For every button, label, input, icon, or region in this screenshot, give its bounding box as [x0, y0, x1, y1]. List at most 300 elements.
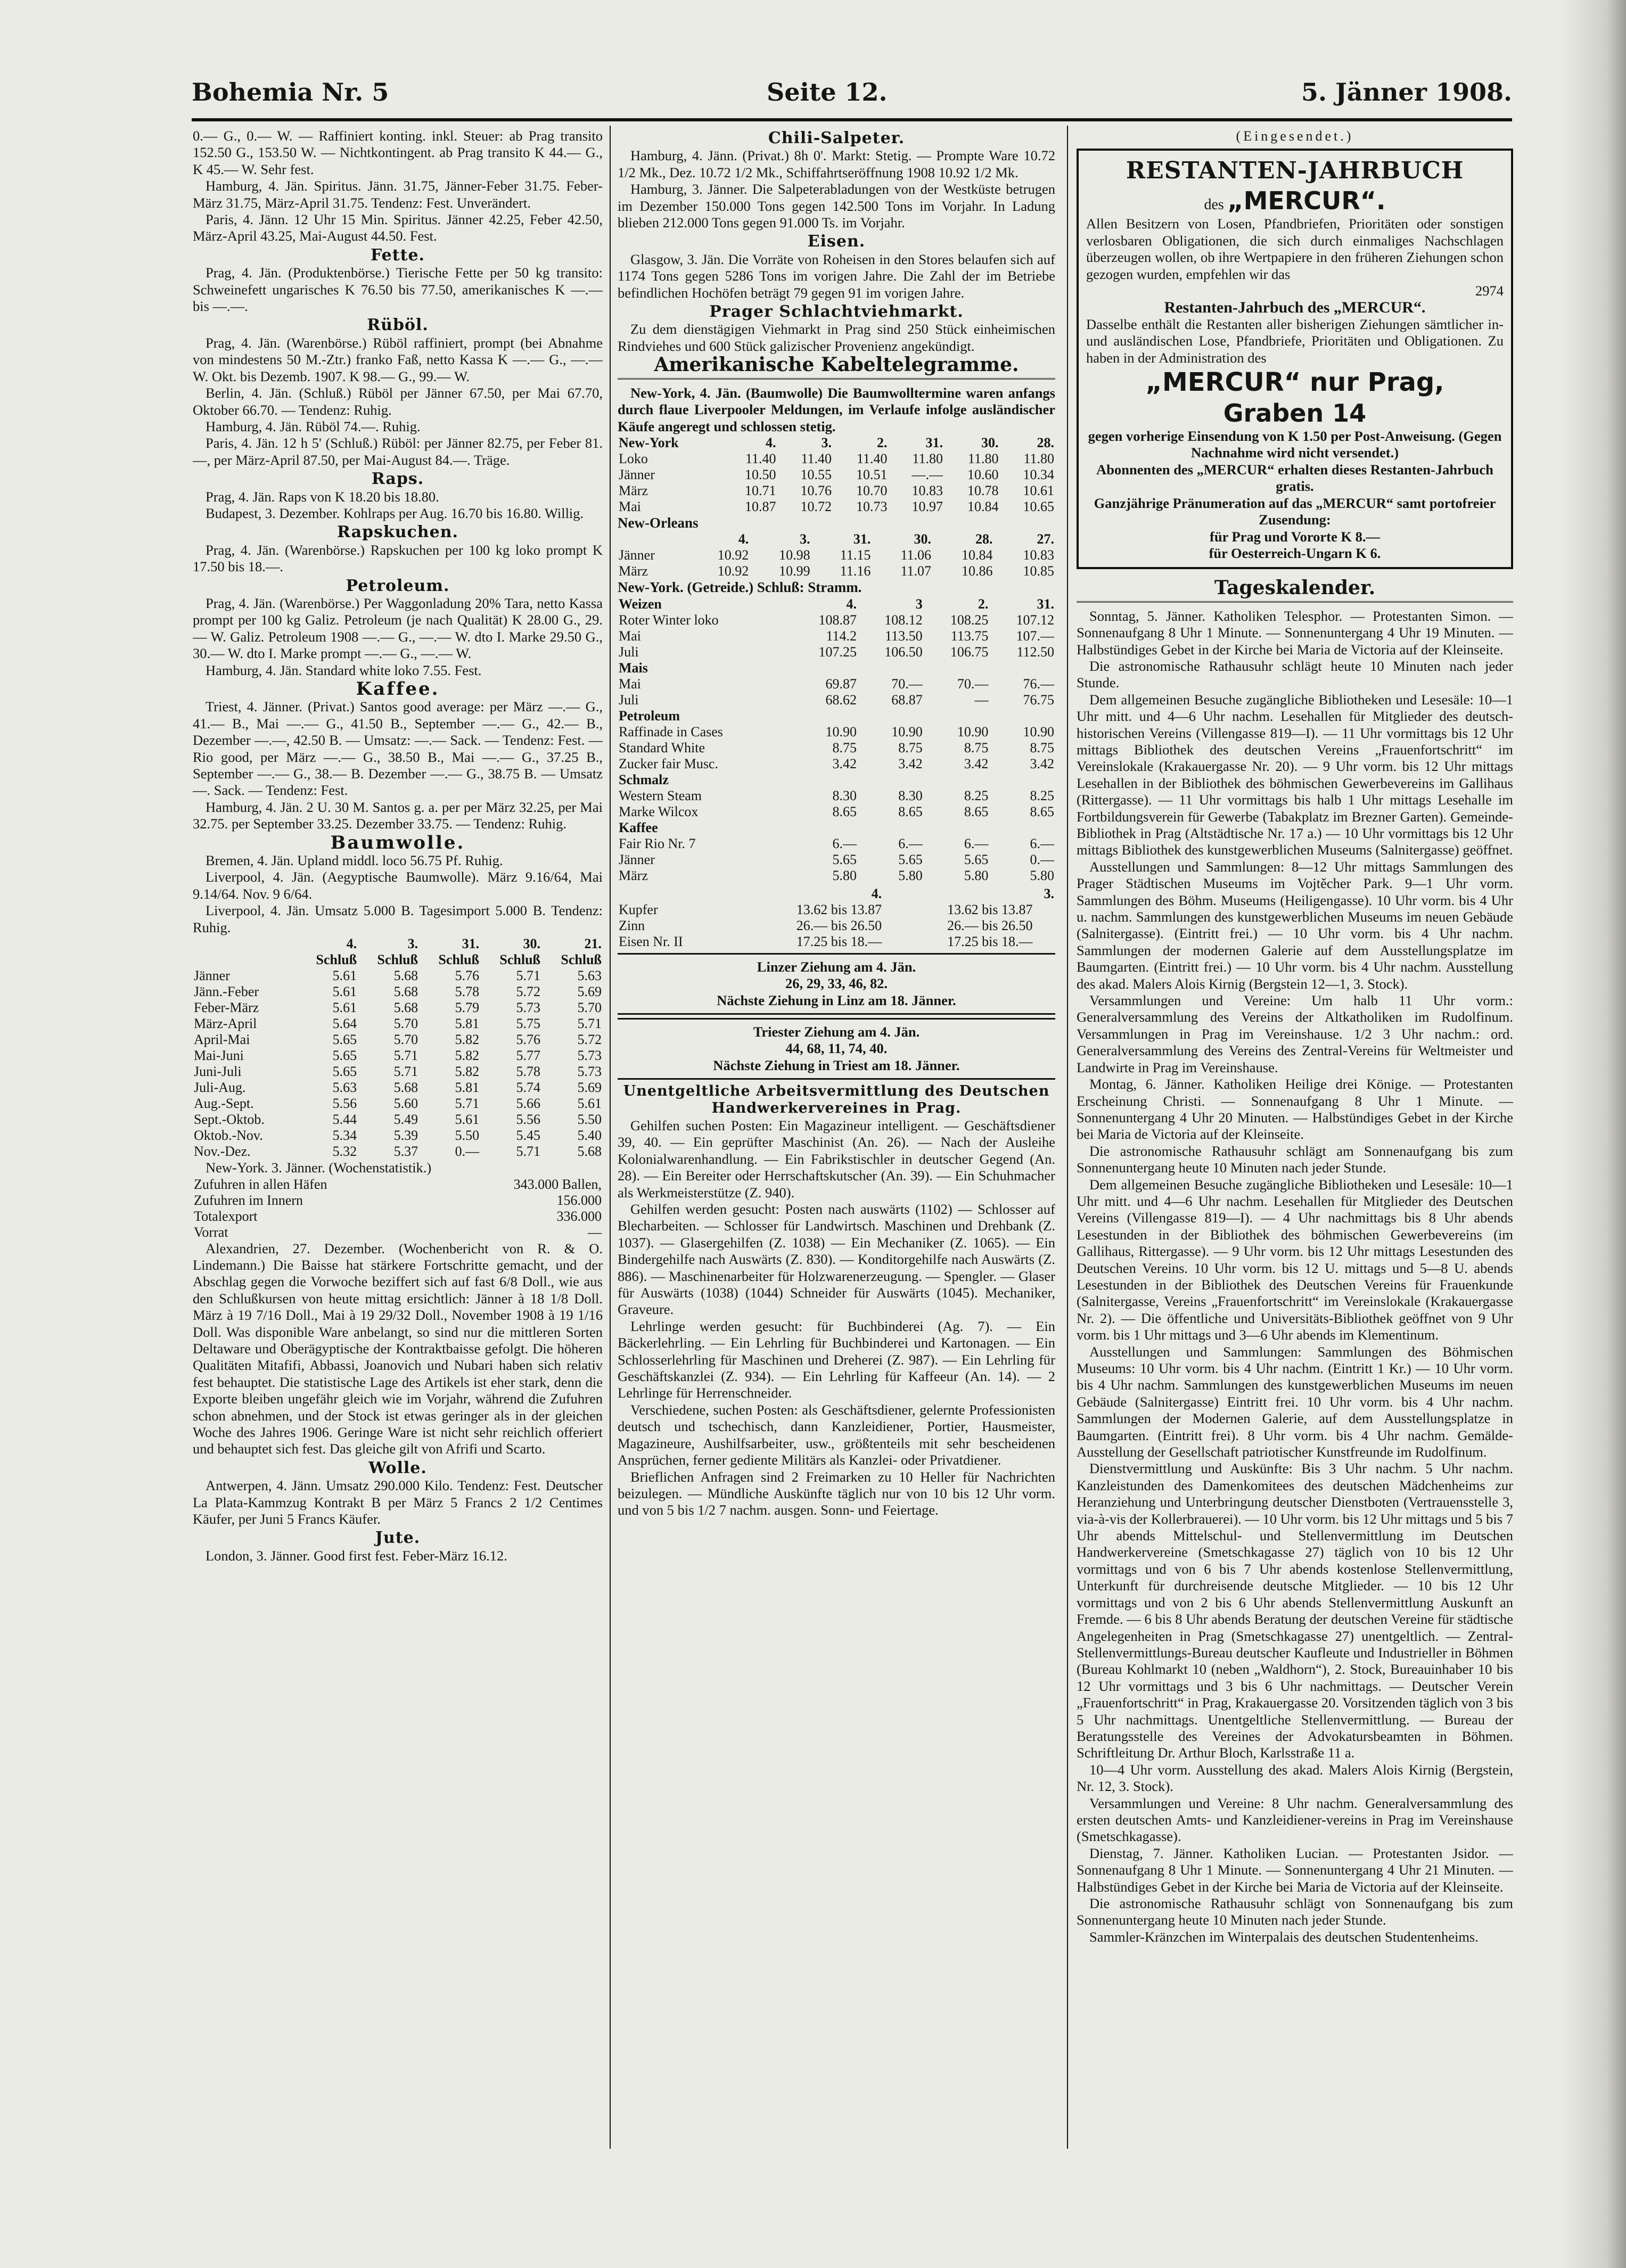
column-rule-2 — [1067, 126, 1068, 2149]
table-header-cell: Weizen — [619, 596, 662, 612]
paragraph: Hamburg, 4. Jän. Spiritus. Jänn. 31.75, Jänner-Feber 31.75. Feber-März 31.75, März-April 31.75. Tendenz: Fest. Unverändert. — [193, 178, 603, 211]
ad-title: RESTANTEN-JAHRBUCH — [1126, 157, 1464, 185]
table-cell: Kupfer — [619, 901, 658, 917]
table-header-cell: 2. — [876, 434, 888, 450]
column-cables — [618, 128, 1055, 2167]
table-cell: 113.50 — [885, 628, 923, 644]
table-cell: März-April — [194, 1016, 257, 1032]
table-cell: März — [619, 482, 648, 498]
paragraph: Dem allgemeinen Besuche zugängliche Bibliotheken und Lesesäle: 10—1 Uhr mitt. und 4—6 Uhr nachm. Lesehallen für Mitglieder des Deutschen Vereins (Villengasse 819—I). — 4 Uhr nachmittags bis 8 Uhr abends Lesestunden in der Bibliothek des böhmischen Gewerbevereins (im Gallihaus, Rittergasse). — 9 Uhr vorm. bis 12 Uhr mittags Lesestunden des Deutschen Vereins. 10 Uhr vorm. bis 12 U. mittags und 5—8 U. abends Lesestunden in der Bibliothek des Deutschen Vereins für Frauenkunde (Salnitergasse, Vereins „Frauenfortschritt“ im Vereinslokale (Krakauergasse Nr. 2). — Die öffentliche und Universitäts-Bibliothek geöffnet von 9 Uhr vorm. bis 1 Uhr mittags und 3—6 Uhr abends im Klementinum. — [1077, 1176, 1513, 1343]
table-cell: 10.76 — [800, 482, 832, 498]
table-cell: 5.80 — [832, 867, 857, 883]
table-header-cell: 28. — [1037, 434, 1054, 450]
table-cell: 3.42 — [964, 755, 989, 771]
table-cell: 5.68 — [577, 1144, 602, 1160]
table-row — [193, 1016, 603, 1032]
paragraph: Sammler-Kränzchen im Winterpalais des deutschen Studentenheims. — [1089, 1928, 1479, 1945]
ny-statistics-table — [193, 1177, 603, 1240]
paragraph: Liverpool, 4. Jän. Umsatz 5.000 B. Tagesimport 5.000 B. Tendenz: Ruhig. — [193, 902, 603, 935]
table-row — [618, 612, 1055, 628]
table-cell: 10.87 — [745, 498, 776, 514]
table-cell: 11.40 — [856, 450, 888, 466]
table-cell: 10.55 — [800, 466, 832, 482]
table-cell: 5.82 — [455, 1032, 480, 1048]
table-cell: 5.71 — [393, 1048, 418, 1064]
section-heading: Wolle. — [368, 1458, 427, 1477]
table-cell: Aug.-Sept. — [194, 1096, 254, 1112]
table-cell: 8.30 — [898, 787, 923, 803]
table-cell: 70.— — [957, 676, 989, 692]
table-header-cell: 3. — [800, 531, 810, 547]
table-cell: 10.34 — [1023, 466, 1054, 482]
section-heading: Rapskuchen. — [337, 523, 458, 542]
ny-grain-table — [618, 596, 1055, 884]
table-cell: 5.61 — [455, 1112, 480, 1128]
table-cell: 5.50 — [455, 1128, 480, 1144]
table-header-cell: 4. — [738, 531, 749, 547]
paragraph: Berlin, 4. Jän. (Schluß.) Rüböl per Jänner 67.50, per Mai 67.70, Oktober 66.70. — Tendenz: Ruhig. — [193, 385, 603, 418]
paragraph: Lehrlinge werden gesucht: für Buchbinderei (Ag. 7). — Ein Bäckerlehrling. — Ein Lehrling für Buchbinderei und Kartonagen. — Ein Schlosserlehrling für Maschinen und Dreherei (Z. 987). — Ein Lehrling für Geschäftskanzlei (Z. 934). — Ein Lehrling für Kaffeeur (An. 14). — 2 Lehrlinge für Herrenschneider. — [618, 1318, 1055, 1401]
paragraph: Die astronomische Rathausuhr schlägt heute 10 Minuten nach jeder Stunde. — [1077, 658, 1513, 691]
paragraph: Sonntag, 5. Jänner. Katholiken Telesphor. — Protestanten Simon. — Sonnenaufgang 8 Uhr 1 Minute. — Sonnenuntergang 4 Uhr 19 Minuten. — Halbstündiges Gebet in der Kirche bei Maria de Victoria auf der Kleinseite. — [1077, 607, 1513, 658]
table-row — [193, 968, 603, 984]
table-cell: 10.83 — [1023, 547, 1054, 563]
paragraph: Liverpool, 4. Jän. (Aegyptische Baumwolle). März 9.16/64, Mai 9.14/64. Nov. 9 6/64. — [193, 869, 603, 902]
paragraph: Glasgow, 3. Jän. Die Vorräte von Roheisen in den Stores belaufen sich auf 1174 Tons gegen 5286 Tons im vorigen Jahre. Die Zahl der im Betriebe befindlichen Hochöfen beträgt 79 gegen 91 im vorigen Jahre. — [618, 251, 1055, 301]
table-section-label: Petroleum — [619, 708, 680, 724]
table-row — [618, 483, 1055, 499]
table-cell: Mai — [619, 498, 641, 514]
table-row — [618, 852, 1055, 868]
table-cell: 68.62 — [825, 692, 857, 708]
ny-metals-table — [618, 886, 1055, 950]
table-cell: 5.71 — [455, 1096, 480, 1112]
table-cell: 17.25 bis 18.— — [796, 933, 882, 949]
table-cell: 10.60 — [967, 466, 999, 482]
table-cell: 5.74 — [516, 1080, 541, 1096]
lottery-title: Linzer Ziehung am 4. Jän. — [757, 958, 916, 975]
table-cell: 114.2 — [826, 628, 857, 644]
table-cell: 10.90 — [1023, 724, 1054, 739]
table-header-cell: Schluß — [377, 952, 418, 968]
paragraph: Prag, 4. Jän. (Warenbörse.) Rapskuchen per 100 kg loko prompt K 17.50 bis 18.—. — [193, 541, 603, 575]
paragraph: Hamburg, 4. Jän. Standard white loko 7.55. Fest. — [206, 662, 482, 678]
ad-mercur-prag: „MERCUR“ nur Prag, — [1145, 367, 1444, 398]
cotton-price-table — [193, 936, 603, 1160]
page-number: Seite 12. — [767, 78, 888, 106]
table-cell: 5.61 — [332, 984, 357, 1000]
table-cell: 8.65 — [964, 803, 989, 819]
table-cell: 76.75 — [1023, 692, 1054, 708]
table-section-row — [618, 820, 1055, 836]
table-row — [193, 1096, 603, 1112]
lottery-numbers: 44, 68, 11, 74, 40. — [785, 1040, 888, 1057]
table-cell: 69.87 — [825, 676, 857, 692]
paragraph: 0.— G., 0.— W. — Raffiniert konting. inkl. Steuer: ab Prag transito 152.50 G., 153.50 W. — Nichtkontingent. ab Prag transito K 44.— G., K 45.— W. Sehr fest. — [193, 128, 603, 177]
table-cell: 5.49 — [393, 1112, 418, 1128]
table-cell: 5.65 — [832, 851, 857, 867]
section-heading: Unentgeltliche Arbeitsvermittlung des Deutschen Handwerkervereines in Prag. — [623, 1083, 1050, 1116]
table-cell: 11.15 — [840, 547, 871, 563]
table-cell: 10.61 — [1023, 482, 1054, 498]
table-cell: 3.42 — [832, 755, 857, 771]
table-cell: Roter Winter loko — [619, 612, 719, 628]
ad-subtitle: Restanten-Jahrbuch des „MERCUR“. — [1164, 299, 1426, 317]
table-header-cell: 4. — [346, 936, 357, 952]
paragraph: Gehilfen suchen Posten: Ein Magazineur intelligent. — Geschäftsdiener 39, 40. — Ein geprüfter Maschinist (An. 26). — Nach der Ausleihe Kolonialwarenhandlung. — Ein Fabrikstischler in deutscher Gegend (An. 28). — Ein Bereiter oder Herrschaftskutscher (An. 39). — Ein Schuhmacher als Werkmeisterstütze (Z. 940). — [618, 1117, 1055, 1201]
table-cell: 5.72 — [516, 984, 541, 1000]
table-cell: 6.— — [832, 835, 857, 851]
paragraph: New-York, 4. Jän. (Baumwolle) Die Baumwolltermine waren anfangs durch flaue Liverpooler Meldungen, im Verlaufe infolge ausländischer Käufe angeregt und schlossen stetig. — [618, 384, 1055, 434]
table-row — [193, 1080, 603, 1096]
table-row — [618, 918, 1055, 934]
table-cell: 11.80 — [912, 450, 943, 466]
table-header-cell: 31. — [853, 531, 871, 547]
page-header — [192, 73, 1512, 116]
table-cell: 107.25 — [818, 644, 857, 660]
table-cell: 26.— bis 26.50 — [796, 917, 882, 933]
table-cell: 10.97 — [911, 498, 943, 514]
table-cell: 5.82 — [455, 1064, 480, 1080]
table-header-cell — [193, 936, 297, 952]
paragraph: New-York. 3. Jänner. (Wochenstatistik.) — [206, 1160, 432, 1176]
table-cell: 8.75 — [898, 739, 923, 755]
table-cell: 10.90 — [957, 724, 989, 739]
lottery-next: Nächste Ziehung in Triest am 18. Jänner. — [713, 1057, 960, 1073]
table-cell: Juli — [619, 692, 639, 708]
table-header-cell: 28. — [975, 531, 993, 547]
table-section-row — [618, 660, 1055, 676]
table-row — [618, 499, 1055, 515]
ny-cotton-table — [618, 435, 1055, 515]
table-cell: 11.80 — [967, 450, 999, 466]
table-cell: Raffinade in Cases — [619, 724, 723, 739]
table-row — [618, 563, 1055, 579]
table-cell: 17.25 bis 18.— — [947, 933, 1033, 949]
table-cell: — — [974, 692, 989, 708]
table-cell: Oktob.-Nov. — [194, 1128, 263, 1144]
paragraph: Alexandrien, 27. Dezember. (Wochenbericht von R. & O. Lindemann.) Die Baisse hat stärkere Fortschritte gemacht, und der Abschlag gegen die Vorwoche beziffert sich auf fast 6/8 Doll., wie aus den Schlußkursen von heute mittag ersichtlich: Jänner à 18 1/8 Doll. März à 19 7/16 Doll., Mai à 19 29/32 Doll., November 1908 à 19 1/16 Doll. Was disponible Ware anbelangt, so sind nur die mittleren Sorten Deltaware und Oberägyptische der Kontraktbaisse gefolgt. Die höheren Qualitäten Mitafifi, Abbassi, Joanovich und Nubari haben sich relativ fest behauptet. Die statistische Lage des Artikels ist eher stark, denn die Exporte bleiben ungefähr gleich wie im Vorjahr, während die Zufuhren schon abnehmen, und der Stock ist etwas geringer als in der gleichen Woche des Jahres 1906. Geringe Ware ist nicht sehr reichlich offeriert und behauptet sich fest. Das gleiche gilt von Afrifi und Scarto. — [193, 1240, 603, 1457]
table-cell: Juni-Juli — [194, 1064, 242, 1080]
table-header-cell: 27. — [1037, 531, 1054, 547]
submitted-note: (Eingesendet.) — [1236, 128, 1354, 144]
table-cell: 0.— — [1030, 851, 1054, 867]
table-cell: 10.90 — [825, 724, 857, 739]
table-row — [618, 467, 1055, 483]
section-heading: Jute. — [375, 1529, 421, 1548]
paragraph: Dem allgemeinen Besuche zugängliche Bibliotheken und Lesesäle: 10—1 Uhr mitt. und 4—6 Uhr nachm. Lesehallen für Mitglieder des deutsch-historischen Vereins (Villengasse 819—I). — 11 Uhr vormittags bis 12 Uhr mittags Bibliothek des deutschen Vereins „Frauenfortschritt“ im Vereinslokale (Krakauergasse Nr. 20). — 9 Uhr vorm. bis 12 Uhr mittags Lesehallen in der Bibliothek des böhmischen Gewerbevereins im Gallihaus (Rittergasse). — 11 Uhr vormittags bis halb 1 Uhr mittags Lesehalle im Fortbildungsverein für Gewerbe (Tabakplatz im Brezner Garten). Gemeinde-Bibliothek in Prag (Altstädtische Nr. 17 a.) — 10 Uhr vormittags bis 12 Uhr mittags Bibliothek des kunstgewerblichen Museums (Salnitergasse) geöffnet. — [1077, 691, 1513, 858]
section-heading: Raps. — [371, 470, 424, 489]
table-cell: Zinn — [619, 917, 645, 933]
table-cell: 5.39 — [393, 1128, 418, 1144]
table-cell: Western Steam — [619, 787, 702, 803]
table-row — [193, 1064, 603, 1080]
table-row — [618, 934, 1055, 950]
table-cell: Juli-Aug. — [194, 1080, 246, 1096]
table-cell: April-Mai — [194, 1032, 250, 1048]
table-cell: 5.72 — [577, 1032, 602, 1048]
table-row — [618, 740, 1055, 756]
issue-date: 5. Jänner 1908. — [1301, 78, 1512, 106]
mercur-advertisement — [1077, 149, 1513, 569]
table-cell: 8.75 — [1030, 739, 1054, 755]
table-cell: 8.65 — [832, 803, 857, 819]
table-cell: 112.50 — [1016, 644, 1054, 660]
table-cell: 5.80 — [1030, 867, 1054, 883]
table-cell: 10.78 — [967, 482, 999, 498]
ad-text: Ganzjährige Pränumeration auf das „MERCUR“ samt portofreier Zusendung: — [1094, 495, 1496, 528]
table-cell: 5.68 — [393, 984, 418, 1000]
table-cell: 70.— — [891, 676, 923, 692]
table-cell: 5.71 — [516, 968, 541, 984]
section-heading: Amerikanische Kabeltelegramme. — [618, 357, 1055, 379]
paragraph: Hamburg, 3. Jänner. Die Salpeterabladungen von der Westküste betrugen im Dezember 150.000 Tons gegen 142.500 Tons im Vorjahr. In Ladung blieben 212.000 Tons gegen 91.000 Ts. im Vorjahr. — [618, 181, 1055, 231]
table-cell: 5.45 — [516, 1128, 541, 1144]
table-cell: Totalexport — [194, 1208, 258, 1224]
section-heading: Rüböl. — [367, 316, 429, 335]
paragraph: Verschiedene, suchen Posten: als Geschäftsdiener, gelernte Professionisten deutsch und tschechisch, dann Kanzleidiener, Portier, Hausmeister, Magazineure, Aushilfsarbeiter, usw., größtenteils mit sehr bescheidenen Ansprüchen, ferner gediente Militärs als Kanzlei- oder Privatdiener. — [618, 1401, 1055, 1468]
paragraph: Zu dem dienstägigen Viehmarkt in Prag sind 250 Stück einheimischen Rindviehes und 600 Stück galizischer Provenienz angekündigt. — [618, 321, 1055, 354]
table-row — [193, 1209, 603, 1225]
paragraph: Hamburg, 4. Jän. Rüböl 74.—. Ruhig. — [206, 418, 421, 434]
table-cell: Eisen Nr. II — [619, 933, 683, 949]
paragraph: Prag, 4. Jän. Raps von K 18.20 bis 18.80. — [206, 488, 439, 505]
table-cell: 5.69 — [577, 984, 602, 1000]
paragraph: Dienstvermittlung und Auskünfte: Bis 3 Uhr nachm. 5 Uhr nachm. Kanzleistunden des Damenkomitees des deutschen Mädchenheims zur Heranziehung und Unterbringung deutscher Dienstboten (Vertrauensstelle 3, via-à-vis der Kollerbrauerei). — 10 Uhr vorm. bis 12 Uhr mittags und 5 bis 7 Uhr abends Mittelschul- und Stellenvermittlung im Deutschen Handwerkervereine (Smetschkagasse 27) täglich von 10 bis 12 Uhr vormittags und von 6 bis 7 Uhr abends kostenlose Stellenvermittlung, Unterkunft für durchreisende deutsche Mitglieder. — 10 bis 12 Uhr vormittags und von 2 bis 6 Uhr abends Stellenvermittlung Auskunft an Fremde. — 6 bis 8 Uhr abends Beratung der deutschen Vereine für städtische Angelegenheiten in Prag (Smetschkagasse 27) unentgeltlich. — Zentral-Stellenvermittlungs-Bureau deutscher Kaufleute und Industrieller in Böhmen (Bureau Kohlmarkt 10 (neben „Waldhorn“), 2. Stock, Bureauinhaber 10 bis 12 Uhr vormittags und 3 bis 6 Uhr nachmittags. — Deutscher Verein „Frauenfortschritt“ in Prag, Krakauergasse 20. Vorsitzenden täglich von 3 bis 5 Uhr nachmittags. Unentgeltliche Stellenvermittlung. — Bureau der Beratungsstelle des Vereines der Advokatursbeamten in Böhmen. Schriftleitung Dr. Arthur Bloch, Karlsstraße 11 a. — [1077, 1460, 1513, 1761]
paragraph: Die astronomische Rathausuhr schlägt von Sonnenaufgang bis zum Sonnenuntergang heute 10 Minuten nach jeder Stunde. — [1077, 1895, 1513, 1928]
page-edge-shadow — [1562, 0, 1626, 2268]
lottery-numbers: 26, 29, 33, 46, 82. — [785, 975, 888, 992]
table-cell: 5.56 — [332, 1096, 357, 1112]
table-row — [193, 1048, 603, 1064]
table-row — [193, 1112, 603, 1128]
table-cell: 106.50 — [884, 644, 923, 660]
section-heading: Fette. — [371, 245, 425, 265]
table-cell: 5.50 — [577, 1112, 602, 1128]
paragraph: Paris, 4. Jänn. 12 Uhr 15 Min. Spiritus. Jänner 42.25, Feber 42.50, März-April 43.25, Mai-August 44.50. Fest. — [193, 211, 603, 244]
paragraph: Triest, 4. Jänner. (Privat.) Santos good average: per März —.— G., 41.— B., Mai —.— G., 41.50 B., September —.— G., 42.— B., Dezember —.—, 42.50 B. — Umsatz: —.— Sack. — Tendenz: Fest. — Rio good, per März —.— G., 38.50 B., Mai —.— G., 37.25 B., September —.— G., 38.— B. Dezember —.— G., 38.75 B. — Umsatz —. Sack. — Tendenz: Fest. — [193, 699, 603, 799]
table-header-cell: 3 — [915, 596, 923, 612]
column-rule-1 — [610, 126, 611, 2149]
table-header-cell: 2. — [978, 596, 989, 612]
table-cell: 107.12 — [1016, 612, 1054, 628]
paragraph: Antwerpen, 4. Jänn. Umsatz 290.000 Kilo. Tendenz: Fest. Deutscher La Plata-Kammzug Kontrakt B per März 5 Francs 2 1/2 Centimes Käufer, per Juni 5 Francs Käufer. — [193, 1477, 603, 1527]
table-cell: 5.80 — [898, 867, 923, 883]
table-cell: 10.83 — [911, 482, 943, 498]
table-header-cell: New-York — [619, 434, 679, 450]
table-row — [618, 628, 1055, 644]
column-markets — [193, 128, 603, 2167]
table-cell: 11.40 — [745, 450, 776, 466]
section-heading: Kaffee. — [356, 678, 440, 700]
table-cell: 68.87 — [891, 692, 923, 708]
paragraph: Dienstag, 7. Jänner. Katholiken Lucian. — Protestanten Jsidor. — Sonnenaufgang 8 Uhr 1 Minute. — Sonnenuntergang 4 Uhr 21 Minuten. — Halbstündiges Gebet in der Kirche bei Maria de Victoria auf der Kleinseite. — [1077, 1845, 1513, 1895]
table-cell: 5.73 — [577, 1048, 602, 1064]
table-cell: Jänn.-Feber — [194, 984, 259, 1000]
table-row — [618, 644, 1055, 660]
table-cell: 6.— — [964, 835, 989, 851]
table-cell: 10.72 — [800, 498, 832, 514]
table-row — [193, 1000, 603, 1016]
table-cell: 8.30 — [832, 787, 857, 803]
table-cell: 26.— bis 26.50 — [947, 917, 1033, 933]
section-heading: Chili-Salpeter. — [768, 129, 905, 147]
table-cell: 10.73 — [856, 498, 888, 514]
section-heading: Tageskalender. — [1077, 580, 1513, 602]
table-row — [618, 724, 1055, 740]
table-cell: 5.81 — [455, 1080, 480, 1096]
table-cell: 5.32 — [332, 1144, 357, 1160]
table-cell: 5.71 — [393, 1064, 418, 1080]
table-cell: 336.000 — [556, 1208, 602, 1224]
table-cell: 5.75 — [516, 1016, 541, 1032]
paragraph: London, 3. Jänner. Good first fest. Feber-März 16.12. — [206, 1547, 507, 1564]
table-cell: März — [619, 563, 648, 579]
lottery-next: Nächste Ziehung in Linz am 18. Jänner. — [717, 992, 956, 1008]
paragraph: Hamburg, 4. Jän. 2 U. 30 M. Santos g. a. per per März 32.25, per Mai 32.75. per September 33.25. Dezember 33.75. — Tendenz: Ruhig. — [193, 799, 603, 832]
table-cell: 5.63 — [577, 968, 602, 984]
table-cell: 10.90 — [891, 724, 923, 739]
table-row — [193, 1032, 603, 1048]
table-cell: 5.69 — [577, 1080, 602, 1096]
table-cell: 8.75 — [832, 739, 857, 755]
table-cell: Zufuhren in allen Häfen — [194, 1176, 327, 1192]
section-heading: Prager Schlachtviehmarkt. — [709, 302, 964, 322]
table-cell: Loko — [619, 450, 648, 466]
table-cell: Zufuhren im Innern — [194, 1192, 303, 1208]
table-cell: 10.84 — [967, 498, 999, 514]
table-cell: 6.— — [898, 835, 923, 851]
table-section-label: Mais — [619, 660, 648, 676]
table-cell: 5.76 — [455, 968, 480, 984]
table-cell: 5.68 — [393, 1080, 418, 1096]
table-cell: 5.65 — [332, 1032, 357, 1048]
table-cell: 3.42 — [898, 755, 923, 771]
section-heading: Petroleum. — [346, 576, 450, 595]
table-cell: 5.80 — [964, 867, 989, 883]
table-cell: 5.78 — [516, 1064, 541, 1080]
table-cell: 343.000 Ballen, — [513, 1176, 602, 1192]
table-row — [618, 868, 1055, 884]
table-cell: Zucker fair Musc. — [619, 755, 718, 771]
no-cotton-table — [618, 531, 1055, 579]
table-row — [618, 902, 1055, 918]
ad-text: Allen Besitzern von Losen, Pfandbriefen, Prioritäten oder sonstigen verlosbaren Obligationen, die sich durch einmaliges Nachschlagen überzeugen wollen, ob ihre Wertpapiere in den früheren Ziehungen schon gezogen wurden, empfehlen wir das — [1086, 216, 1504, 282]
table-cell: 11.16 — [840, 563, 871, 579]
table-cell: 10.85 — [1023, 563, 1054, 579]
table-cell: 10.84 — [961, 547, 993, 563]
table-header-cell: 30. — [523, 936, 541, 952]
ad-text: gegen vorherige Einsendung von K 1.50 per Post-Anweisung. (Gegen Nachnahme wird nicht versendet.) — [1088, 428, 1502, 461]
table-cell: 10.71 — [745, 482, 776, 498]
table-cell: 10.99 — [779, 563, 810, 579]
table-cell: 5.34 — [332, 1128, 357, 1144]
table-cell: 5.73 — [577, 1064, 602, 1080]
table-cell: 5.68 — [393, 968, 418, 984]
table-row — [618, 547, 1055, 563]
paragraph: Ausstellungen und Sammlungen: 8—12 Uhr mittags Sammlungen des Prager Städtischen Museums im Vojtěcher Park. 9—1 Uhr vorm. Sammlungen des Böhm. Museums (Heiligengasse). 10 Uhr vorm. bis 4 Uhr u. nachm. Sammlungen des kunstgewerblichen Museums im neuen Gebäude (Salnitergasse). (Eintritt frei.) — 10 Uhr vorm. bis 4 Uhr nachm. Sammlungen der modernen Galerie auf dem Ausstellungsplatze im Baumgarten. (Eintritt frei.) — 10 Uhr vorm. bis 4 Uhr nachm. Ausstellung des akad. Malers Alois Kirnig (Bergstein 12—1, 3. Stock). — [1077, 858, 1513, 992]
ad-graben: Graben 14 — [1223, 399, 1367, 428]
table-cell: 108.12 — [884, 612, 923, 628]
table-cell: Vorrat — [194, 1224, 228, 1240]
table-cell: 156.000 — [556, 1192, 602, 1208]
table-cell: 11.07 — [900, 563, 932, 579]
table-cell: Juli — [619, 644, 639, 660]
table-row — [618, 836, 1055, 852]
table-header-cell: Schluß — [438, 952, 480, 968]
table-cell: 5.60 — [393, 1096, 418, 1112]
table-header-cell: 3. — [1044, 885, 1054, 901]
table-row — [193, 1225, 603, 1240]
table-cell: Standard White — [619, 739, 705, 755]
masthead-title: Bohemia Nr. 5 — [192, 78, 389, 106]
ad-mercur: „MERCUR“. — [1227, 186, 1386, 216]
table-section-label: Kaffee — [619, 819, 658, 835]
table-header-cell: 31. — [925, 434, 943, 450]
table-cell: 106.75 — [950, 644, 989, 660]
table-cell: Mai — [619, 676, 641, 692]
table-section-row — [618, 772, 1055, 788]
header-rule — [192, 118, 1512, 121]
ad-price: für Prag und Vororte K 8.— — [1210, 528, 1380, 545]
ad-text: Abonnenten des „MERCUR“ erhalten dieses Restanten-Jahrbuch gratis. — [1096, 461, 1493, 495]
table-header-cell: Schluß — [316, 952, 357, 968]
table-header-cell — [883, 886, 1033, 902]
table-cell: 10.92 — [717, 547, 749, 563]
table-cell: 10.98 — [779, 547, 810, 563]
table-cell: 5.76 — [516, 1032, 541, 1048]
table-cell: 5.40 — [577, 1128, 602, 1144]
table-cell: 5.65 — [332, 1064, 357, 1080]
table-cell: —.— — [911, 466, 943, 482]
paragraph: Prag, 4. Jän. (Produktenbörse.) Tierische Fette per 50 kg transito: Schweinefett ungarisches K 76.50 bis 77.50, amerikanisches K —.— bis —.—. — [193, 265, 603, 315]
paragraph: 10—4 Uhr vorm. Ausstellung des akad. Malers Alois Kirnig (Bergstein, Nr. 12, 3. Stock). — [1077, 1761, 1513, 1795]
table-cell: 5.78 — [455, 984, 480, 1000]
paragraph: Paris, 4. Jän. 12 h 5' (Schluß.) Rüböl: per Jänner 82.75, per Feber 81.—, per März-April 87.50, per Mai-August 84.—. Träge. — [193, 435, 603, 468]
ad-des: des — [1204, 196, 1224, 213]
paragraph: Budapest, 3. Dezember. Kohlraps per Aug. 16.70 bis 16.80. Willig. — [206, 505, 584, 521]
table-cell: 10.70 — [856, 482, 888, 498]
table-cell: 10.51 — [856, 466, 888, 482]
paragraph: Montag, 6. Jänner. Katholiken Heilige drei Könige. — Protestanten Erscheinung Christi. — Sonnenaufgang 8 Uhr 1 Minute. — Sonnenuntergang 4 Uhr 20 Minuten. — Halbstündiges Gebet in der Kirche bei Maria de Victoria auf der Kleinseite. — [1077, 1076, 1513, 1143]
table-cell: 5.82 — [455, 1048, 480, 1064]
table-title: New-York. (Getreide.) Schluß: Stramm. — [618, 579, 862, 596]
table-header-cell — [618, 886, 732, 902]
table-header-cell: 31. — [462, 936, 480, 952]
lottery-title: Triester Ziehung am 4. Jän. — [753, 1023, 920, 1040]
paragraph: Ausstellungen und Sammlungen: Sammlungen des Böhmischen Museums: 10 Uhr vorm. bis 4 Uhr nachm. (Eintritt 1 Kr.) — 10 Uhr vorm. bis 4 Uhr nachm. Sammlungen des kunstgewerblichen Museums im neuen Gebäude (Salnitergasse) Eintritt frei. 10 Uhr vorm. bis 4 Uhr nachm. Sammlungen der Modernen Galerie, auf dem Ausstellungsplatze in Baumgarten. (Eintritt frei). 8 Uhr vorm. bis 4 Uhr nachm. Gemälde-Ausstellung der Gesellschaft patriotischer Kunstfreunde im Rudolfinum. — [1077, 1343, 1513, 1460]
table-cell: 5.61 — [577, 1096, 602, 1112]
table-header-cell: 30. — [981, 434, 999, 450]
table-cell: Marke Wilcox — [619, 803, 699, 819]
table-cell: 107.— — [1016, 628, 1054, 644]
table-row — [193, 1128, 603, 1144]
table-cell: Mai — [619, 628, 641, 644]
table-section-row — [618, 708, 1055, 724]
paragraph: Prag, 4. Jän. (Warenbörse.) Per Waggonladung 20% Tara, netto Kassa prompt per 100 kg Galiz. Petroleum (je nach Qualität) K 28.00 G., 29.— W. Galiz. Petroleum 1908 —.— G., —.— W. dto I. Marke 29.50 G., 30.— W. dto I. Marke prompt —.— G., —.— W. — [193, 595, 603, 662]
table-cell: 5.61 — [332, 1000, 357, 1016]
table-row — [618, 692, 1055, 708]
table-cell: 5.73 — [516, 1000, 541, 1016]
column-calendar — [1077, 128, 1513, 2167]
table-cell: 5.77 — [516, 1048, 541, 1064]
table-cell: 3.42 — [1030, 755, 1054, 771]
paragraph: Versammlungen und Vereine: Um halb 11 Uhr vorm.: Generalversammlung des Vereins der Altkatholiken im Rudolfinum. Versammlungen in Prag im Vereinshause. 1/2 3 Uhr nachm.: ord. Generalversammlung des Vereins des Zentral-Vereins für Weltmeister und Landwirte in Prag im Vereinshause. — [1077, 992, 1513, 1075]
table-header-cell: 31. — [1037, 596, 1054, 612]
table-cell: Sept.-Oktob. — [194, 1112, 265, 1128]
table-cell: 5.64 — [332, 1016, 357, 1032]
table-cell: 8.25 — [964, 787, 989, 803]
